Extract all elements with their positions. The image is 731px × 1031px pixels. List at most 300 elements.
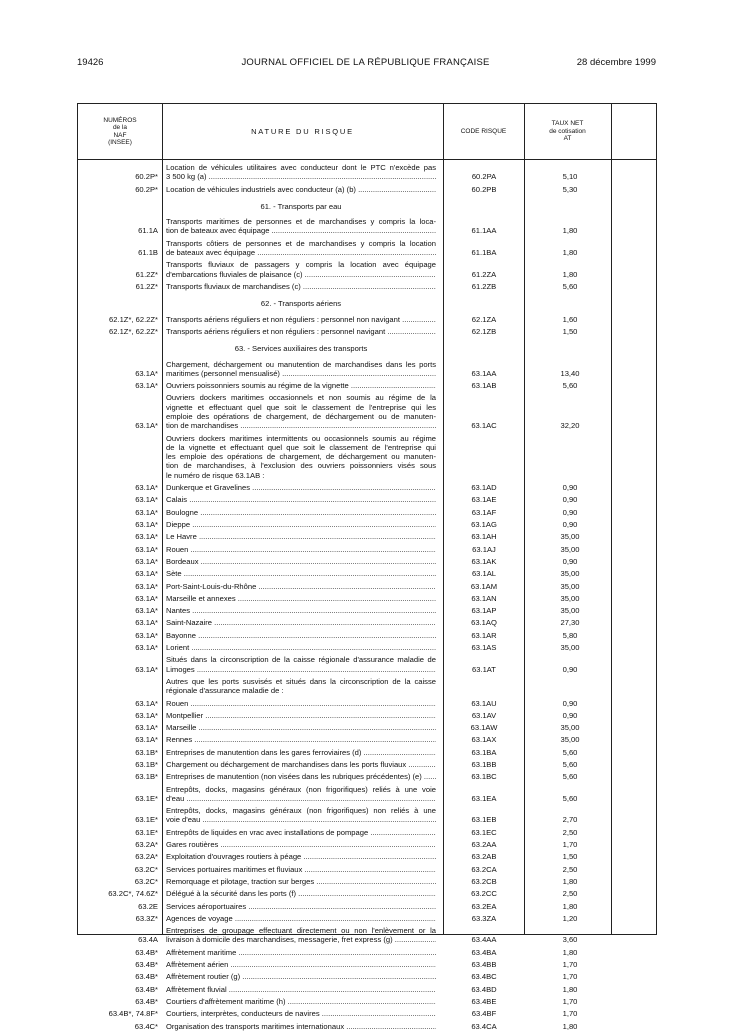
- description-line: Marseille .....: [166, 723, 436, 732]
- rate-value: 1,80: [562, 1021, 578, 1031]
- description-line: le numéro de risque 63.1AB :: [166, 470, 265, 480]
- table-row: [78, 760, 658, 769]
- risk-code: 61.2ZB: [471, 282, 497, 291]
- naf-number: 63.4A: [138, 935, 158, 945]
- description-line: Sète .....: [166, 569, 436, 578]
- risk-description: [166, 902, 436, 911]
- rate-value: 5,60: [562, 760, 578, 769]
- table-row: [78, 239, 658, 258]
- naf-number: 63.4B*: [135, 984, 158, 994]
- risk-description: [166, 393, 436, 430]
- description-line: Entreprises de groupage effectuant directement ou non l'enlèvement or la: [166, 926, 436, 936]
- naf-number: 61.2Z*: [135, 269, 158, 279]
- risk-description: [166, 806, 436, 825]
- table-row: [78, 260, 658, 279]
- table-row: [78, 163, 658, 182]
- rate-value: 1,70: [562, 1009, 578, 1019]
- naf-number: 63.1A*: [135, 495, 158, 505]
- risk-code: 63.2AB: [471, 852, 497, 862]
- description-line: Agences de voyage .....: [166, 914, 436, 923]
- description-line: Gares routières .....: [166, 840, 436, 849]
- table-row: [78, 889, 658, 898]
- risk-code: 63.1AD: [471, 483, 497, 493]
- naf-number: 63.4B*: [135, 972, 158, 982]
- risk-description: [166, 381, 436, 390]
- table-row: [78, 655, 658, 674]
- risk-code: 61.2ZA: [471, 269, 497, 279]
- description-line: Dunkerque et Gravelines .....: [166, 483, 436, 492]
- rate-value: 1,50: [562, 852, 578, 862]
- risk-description: [166, 1022, 436, 1031]
- column-header-nature: [162, 104, 443, 159]
- rate-value: 35,00: [560, 581, 580, 591]
- naf-number: 63.1B*: [135, 772, 158, 782]
- risk-code: 63.1AR: [471, 630, 497, 640]
- description-line: d'embarcations fluviales de plaisance (c) .....: [166, 270, 436, 279]
- naf-number: 63.1A*: [135, 532, 158, 542]
- table-row: [78, 520, 658, 529]
- rate-value: 0,90: [562, 483, 578, 493]
- naf-number: 60.2P*: [135, 184, 158, 194]
- header-divider: [78, 159, 656, 160]
- description-line: Port-Saint-Louis-du-Rhône .....: [166, 582, 436, 591]
- table-row: [78, 997, 658, 1006]
- rate-value: 1,80: [562, 248, 578, 258]
- rate-value: 1,80: [562, 226, 578, 236]
- risk-code: 63.2AA: [471, 840, 497, 850]
- rate-value: 0,90: [562, 556, 578, 566]
- rate-value: 35,00: [560, 593, 580, 603]
- naf-number: 61.1B: [138, 248, 158, 258]
- table-row: [78, 315, 658, 324]
- risk-description: [166, 985, 436, 994]
- naf-number: 63.4C*: [134, 1021, 158, 1031]
- risk-code: 63.1AF: [471, 507, 497, 517]
- column-header-code: [443, 104, 524, 159]
- risk-description: [166, 1009, 436, 1018]
- risk-code: 63.1AS: [471, 643, 497, 652]
- table-row: [78, 185, 658, 194]
- table-row: [78, 723, 658, 732]
- risk-code: 63.1AE: [471, 495, 497, 505]
- risk-code: 63.1AK: [471, 556, 497, 566]
- table-row: [78, 985, 658, 994]
- table-row: [78, 877, 658, 886]
- rate-value: 0,90: [562, 507, 578, 517]
- naf-number: 63.1A*: [135, 421, 158, 431]
- description-line: Situés dans la circonscription de la caisse régionale d'assurance maladie de: [166, 655, 436, 665]
- naf-number: 63.1B*: [135, 760, 158, 769]
- naf-number: 63.4B*: [135, 997, 158, 1006]
- table-row: [78, 483, 658, 492]
- rate-value: 5,80: [562, 630, 578, 640]
- risk-code: 63.1BC: [471, 772, 497, 782]
- issue-date: 28 décembre 1999: [576, 57, 656, 68]
- rate-value: 5,10: [562, 172, 578, 182]
- risk-description: [166, 545, 436, 554]
- risk-description: [166, 532, 436, 541]
- naf-number: 63.4B*: [135, 947, 158, 957]
- naf-number: 61.1A: [138, 226, 158, 236]
- rate-value: 1,70: [562, 840, 578, 850]
- description-line: régionale d'assurance maladie de :: [166, 686, 284, 696]
- description-line: Remorquage et pilotage, traction sur berges .....: [166, 877, 436, 886]
- rate-value: 1,20: [562, 913, 578, 923]
- risk-description: [166, 643, 436, 652]
- rate-value: 1,70: [562, 972, 578, 982]
- risk-code: 63.1AX: [471, 735, 497, 745]
- risk-code: 63.4AA: [471, 935, 497, 945]
- description-line: Exploitation d'ouvrages routiers à péage .....: [166, 852, 436, 861]
- risk-code: 63.1AB: [471, 381, 497, 391]
- description-line: Entreprises de manutention (non visées dans les rubriques précédentes) (e) .....: [166, 772, 436, 781]
- description-line: Affrètement routier (g) .....: [166, 972, 436, 981]
- column-header-naf-label: NUMÉROS de la NAF (INSEE): [103, 116, 137, 146]
- risk-description: [166, 865, 436, 874]
- risk-code: 63.2EA: [471, 901, 497, 911]
- naf-number: 63.1A*: [135, 618, 158, 628]
- description-line: tion de bateaux avec équipage .....: [166, 226, 436, 235]
- risk-code: 63.1AG: [471, 520, 497, 529]
- rate-value: 1,80: [562, 984, 578, 994]
- table-row: [78, 865, 658, 874]
- risk-description: [166, 735, 436, 744]
- risk-code: 62.1ZA: [471, 314, 497, 324]
- description-line: 3 500 kg (a) .....: [166, 172, 436, 181]
- description-line: Nantes .....: [166, 606, 436, 615]
- risk-description: [166, 785, 436, 804]
- rate-value: 35,00: [560, 723, 580, 733]
- risk-description: [166, 315, 436, 324]
- naf-number: 63.2E: [138, 901, 158, 911]
- risk-description: [166, 163, 436, 182]
- table-row: [78, 282, 658, 291]
- risk-code: 63.2CC: [471, 889, 497, 899]
- description-line: Calais .....: [166, 495, 436, 504]
- risk-code: 63.4BF: [471, 1009, 497, 1019]
- table-row: [78, 393, 658, 430]
- description-line: Entrepôts, docks, magasins généraux (non frigorifiques) reliés à une voie: [166, 784, 436, 794]
- description-line: Services aéroportuaires .....: [166, 902, 436, 911]
- risk-description: [166, 972, 436, 981]
- table-row: [78, 902, 658, 911]
- naf-number: 63.2C*: [134, 877, 158, 886]
- table-row: [78, 711, 658, 720]
- description-line: Boulogne .....: [166, 508, 436, 517]
- risk-description: [166, 282, 436, 291]
- table-row: [78, 735, 658, 744]
- naf-number: 63.4B*, 74.8F*: [108, 1009, 158, 1019]
- description-line: Transports maritimes de personnes et de marchandises y compris la loca-: [166, 217, 436, 227]
- rate-value: 1,80: [562, 877, 578, 886]
- rate-value: 1,80: [562, 269, 578, 279]
- risk-code: 63.1EB: [471, 815, 497, 825]
- description-line: Affrètement maritime .....: [166, 948, 436, 957]
- description-line: Dieppe .....: [166, 520, 436, 529]
- table-row: [78, 1022, 658, 1031]
- description-line: Transports fluviaux de passagers y compris la location avec équipage: [166, 260, 436, 270]
- risk-description: [166, 840, 436, 849]
- table-row: [78, 606, 658, 615]
- naf-number: 63.1A*: [135, 368, 158, 378]
- rate-value: 1,70: [562, 960, 578, 970]
- risk-description: [166, 960, 436, 969]
- rate-value: 1,70: [562, 997, 578, 1006]
- description-line: vignette et effectuant quel que soit le classement de l'entreprise qui les: [166, 402, 436, 412]
- column-header-taux-label: TAUX NET de cotisation AT: [549, 120, 586, 143]
- risk-code: 63.1AL: [471, 569, 497, 579]
- naf-number: 63.1E*: [135, 793, 158, 803]
- naf-number: 62.1Z*, 62.2Z*: [109, 314, 158, 324]
- description-line: tion de marchandises .....: [166, 421, 436, 430]
- rate-value: 0,90: [562, 710, 578, 720]
- column-header-code-label: CODE RISQUE: [460, 127, 507, 135]
- description-line: Transports aériens réguliers et non réguliers : personnel non navigant .....: [166, 315, 436, 324]
- table-row: [78, 594, 658, 603]
- table-row: [78, 926, 658, 945]
- table-row: [78, 852, 658, 861]
- risk-description: [166, 828, 436, 837]
- description-line: les emploie des opérations de chargement, de déchargement ou manuten-: [166, 452, 436, 462]
- risk-code: 61.1AA: [471, 226, 497, 236]
- description-line: Rouen .....: [166, 545, 436, 554]
- rate-value: 2,70: [562, 815, 578, 825]
- description-line: Bayonne .....: [166, 631, 436, 640]
- rate-value: 5,30: [562, 184, 578, 194]
- naf-number: 63.1B*: [135, 747, 158, 757]
- risk-code: 63.2CB: [471, 877, 497, 886]
- description-line: Location de véhicules utilitaires avec conducteur dont le PTC n'excède pas: [166, 163, 436, 172]
- risk-code: 63.1AP: [471, 606, 497, 616]
- rate-value: 13,40: [560, 368, 580, 378]
- table-row: [78, 569, 658, 578]
- description-line: Affrètement fluvial .....: [166, 985, 436, 994]
- risk-description: [166, 760, 436, 769]
- description-line: Rouen .....: [166, 699, 436, 708]
- naf-number: 63.1A*: [135, 698, 158, 708]
- naf-number: 63.1A*: [135, 581, 158, 591]
- risk-description: [166, 185, 436, 194]
- rate-value: 0,90: [562, 698, 578, 708]
- risk-code: 63.1AW: [470, 723, 498, 733]
- description-line: Entreprises de manutention dans les gares ferroviaires (d) .....: [166, 748, 436, 757]
- naf-number: 63.1A*: [135, 723, 158, 733]
- description-line: Courtiers, interprètes, conducteurs de navires .....: [166, 1009, 436, 1018]
- rate-value: 1,80: [562, 947, 578, 957]
- description-line: Chargement, déchargement ou manutention de marchandises dans les ports: [166, 359, 436, 369]
- risk-description: [166, 699, 436, 708]
- description-line: Affrètement aérien .....: [166, 960, 436, 969]
- rate-value: 35,00: [560, 569, 580, 579]
- naf-number: 63.1A*: [135, 483, 158, 493]
- table-row: [78, 960, 658, 969]
- naf-number: 63.1A*: [135, 630, 158, 640]
- rate-value: 5,60: [562, 747, 578, 757]
- description-line: d'eau .....: [166, 794, 436, 803]
- description-line: voie d'eau .....: [166, 815, 436, 824]
- section-heading: 62. - Transports aériens: [260, 299, 342, 309]
- journal-title: JOURNAL OFFICIEL DE LA RÉPUBLIQUE FRANÇAISE: [241, 57, 490, 68]
- risk-description: [166, 655, 436, 674]
- section-heading: 61. - Transports par eau: [260, 201, 342, 211]
- description-line: Saint-Nazaire .....: [166, 618, 436, 627]
- table-row: [78, 582, 658, 591]
- description-line: tion de marchandises, à l'exclusion des ouvriers poissonniers visés sous: [166, 461, 436, 471]
- risk-description: [166, 582, 436, 591]
- risk-description: [166, 889, 436, 898]
- risk-description: [166, 434, 436, 480]
- risk-code: 60.2PA: [471, 172, 497, 182]
- rate-value: 5,60: [562, 793, 578, 803]
- table-row: [78, 785, 658, 804]
- naf-number: 63.1A*: [135, 556, 158, 566]
- table-row: [78, 434, 658, 481]
- table-row: [78, 360, 658, 379]
- table-row: [78, 677, 658, 696]
- description-line: Chargement ou déchargement de marchandises dans les ports fluviaux .....: [166, 760, 436, 769]
- table-row: [78, 748, 658, 757]
- table-row: [78, 828, 658, 837]
- description-line: Autres que les ports susvisés et situés dans la circonscription de la caisse: [166, 676, 436, 686]
- risk-description: [166, 723, 436, 732]
- risk-code: 63.1AQ: [471, 618, 497, 628]
- table-row: [78, 914, 658, 923]
- column-header-taux: [524, 104, 611, 159]
- naf-number: 63.3Z*: [135, 913, 158, 923]
- risk-code: 63.3ZA: [471, 913, 497, 923]
- risk-code: 63.2CA: [471, 864, 497, 874]
- rate-value: 35,00: [560, 532, 580, 542]
- description-line: Ouvriers dockers maritimes occasionnels et non soumis au régime de la: [166, 393, 436, 403]
- risk-description: [166, 618, 436, 627]
- description-line: Bordeaux .....: [166, 557, 436, 566]
- risk-description: [166, 948, 436, 957]
- risk-code: 63.1AV: [471, 710, 497, 720]
- table-row: [78, 948, 658, 957]
- page-number: 19426: [77, 57, 104, 68]
- rate-value: 27,30: [560, 618, 580, 628]
- description-line: de la vignette et effectuant quel que soit le classement de l'entreprise qui: [166, 442, 436, 452]
- risk-code: 63.4BD: [471, 984, 497, 994]
- risk-description: [166, 495, 436, 504]
- naf-number: 63.1A*: [135, 710, 158, 720]
- column-header-naf: [78, 104, 162, 159]
- risk-code: 61.1BA: [471, 248, 497, 258]
- naf-number: 63.4B*: [135, 960, 158, 970]
- risk-description: [166, 483, 436, 492]
- description-line: Limoges .....: [166, 665, 436, 674]
- risk-description: [166, 997, 436, 1006]
- rate-value: 35,00: [560, 735, 580, 745]
- risk-description: [166, 748, 436, 757]
- naf-number: 63.1E*: [135, 827, 158, 837]
- description-line: Entrepôts de liquides en vrac avec installations de pompage .....: [166, 828, 436, 837]
- rate-value: 2,50: [562, 889, 578, 899]
- rate-value: 0,90: [562, 495, 578, 505]
- description-line: Courtiers d'affrètement maritime (h) .....: [166, 997, 436, 1006]
- description-line: Transports fluviaux de marchandises (c) .....: [166, 282, 436, 291]
- risk-code: 62.1ZB: [471, 326, 497, 336]
- risk-description: [166, 520, 436, 529]
- risk-description: [166, 631, 436, 640]
- risk-code: 63.1AH: [471, 532, 497, 542]
- description-line: Montpellier .....: [166, 711, 436, 720]
- naf-number: 63.1A*: [135, 507, 158, 517]
- risk-code: 63.1AC: [471, 421, 497, 431]
- risk-code: 63.1AN: [471, 593, 497, 603]
- risk-code: 63.1AA: [471, 368, 497, 378]
- risk-code: 63.1BB: [471, 760, 497, 769]
- risk-code: 63.1AU: [471, 698, 497, 708]
- naf-number: 63.2C*: [134, 864, 158, 874]
- risk-description: [166, 926, 436, 945]
- naf-number: 63.2A*: [135, 840, 158, 850]
- naf-number: 61.2Z*: [135, 282, 158, 291]
- page-header: [0, 57, 731, 71]
- risk-code: 63.1AJ: [472, 544, 496, 554]
- risk-code: 63.1BA: [471, 747, 497, 757]
- risk-description: [166, 508, 436, 517]
- naf-number: 63.1A*: [135, 544, 158, 554]
- description-line: Entrepôts, docks, magasins généraux (non frigorifiques) non reliés à une: [166, 806, 436, 816]
- risk-code: 63.1AM: [470, 581, 498, 591]
- description-line: de bateaux avec équipage .....: [166, 248, 436, 257]
- description-line: livraison à domicile des marchandises, messagerie, fret express (g) .....: [166, 935, 436, 944]
- table-row: [78, 1009, 658, 1018]
- description-line: Transports côtiers de personnes et de marchandises y compris la location: [166, 238, 436, 248]
- risk-code: 63.4BC: [471, 972, 497, 982]
- rate-value: 35,00: [560, 643, 580, 652]
- risk-description: [166, 217, 436, 236]
- naf-number: 63.1A*: [135, 606, 158, 616]
- description-line: Ouvriers dockers maritimes intermittents ou occasionnels soumis au régime: [166, 433, 436, 443]
- rate-value: 0,90: [562, 520, 578, 529]
- table-row: [78, 381, 658, 390]
- risk-description: [166, 877, 436, 886]
- rate-value: 1,60: [562, 314, 578, 324]
- table-row: [78, 643, 658, 652]
- risk-description: [166, 557, 436, 566]
- description-line: Lorient .....: [166, 643, 436, 652]
- naf-number: 63.1A*: [135, 520, 158, 529]
- naf-number: 63.1A*: [135, 664, 158, 674]
- rate-value: 2,50: [562, 827, 578, 837]
- risk-description: [166, 606, 436, 615]
- description-line: Délégué à la sécurité dans les ports (f) .....: [166, 889, 436, 898]
- risk-code: 60.2PB: [471, 184, 497, 194]
- naf-number: 63.1A*: [135, 593, 158, 603]
- naf-number: 63.1A*: [135, 569, 158, 579]
- rate-value: 5,60: [562, 772, 578, 782]
- rate-value: 35,00: [560, 544, 580, 554]
- table-row: [78, 631, 658, 640]
- rate-value: 5,60: [562, 282, 578, 291]
- risk-code: 63.4BA: [471, 947, 497, 957]
- naf-number: 62.1Z*, 62.2Z*: [109, 326, 158, 336]
- risk-description: [166, 594, 436, 603]
- rate-value: 3,60: [562, 935, 578, 945]
- table-row: [78, 545, 658, 554]
- naf-number: 63.2A*: [135, 852, 158, 862]
- naf-number: 63.1A*: [135, 735, 158, 745]
- naf-number: 63.1E*: [135, 815, 158, 825]
- table-row: [78, 699, 658, 708]
- table-row: [78, 495, 658, 504]
- table-row: [78, 840, 658, 849]
- risk-code: 63.4CA: [471, 1021, 497, 1031]
- table-row: [78, 327, 658, 336]
- naf-number: 63.2C*, 74.6Z*: [108, 889, 158, 899]
